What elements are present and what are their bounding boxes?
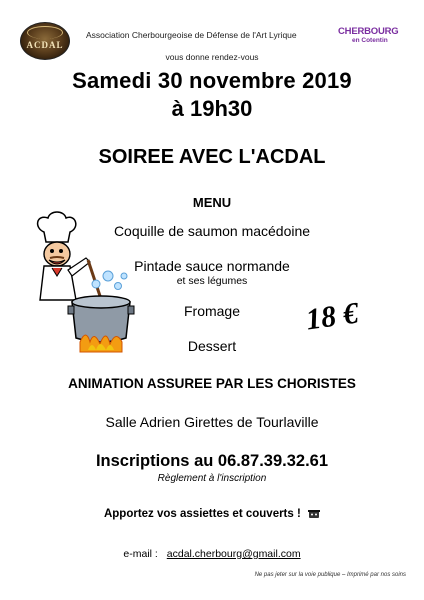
association-name: Association Cherbourgeoise de Défense de l'Art Lyrique	[86, 30, 297, 40]
chef-cooking-illustration	[30, 210, 140, 360]
animation-text: ANIMATION ASSUREE PAR LES CHORISTES	[68, 376, 356, 391]
inscription-phone: Inscriptions au 06.87.39.32.61	[95, 452, 329, 470]
cherbourg-logo	[338, 26, 412, 48]
footer-note: Ne pas jeter sur la voie publique – Imprimé par nos soins	[254, 572, 406, 578]
bring-cutlery-text: Apportez vos assiettes et couverts !	[103, 508, 301, 520]
email-line	[0, 548, 424, 560]
logo-ring	[27, 26, 63, 39]
bring-cutlery-line	[0, 508, 424, 520]
cherbourg-logo-word: CHERBOURG	[338, 26, 399, 37]
rendezvous-text: vous donne rendez-vous	[165, 52, 259, 62]
email-label: e-mail :	[123, 548, 158, 560]
logo-text: ACDAL	[26, 40, 64, 50]
menu-item-starter: Coquille de saumon macédoine	[113, 223, 311, 239]
cherbourg-logo-sub: en Cotentin	[352, 37, 388, 44]
price-tag: 18 €	[303, 296, 361, 337]
menu-item-cheese: Fromage	[183, 303, 241, 319]
menu-item-main: Pintade sauce normande	[134, 258, 290, 274]
email-link[interactable]: acdal.cherbourg@gmail.com	[166, 548, 301, 560]
venue-text: Salle Adrien Girettes de Tourlaville	[105, 414, 319, 430]
menu-item-side: et ses légumes	[176, 275, 248, 287]
menu-heading: MENU	[192, 195, 232, 210]
event-date: Samedi 30 novembre 2019	[72, 68, 352, 93]
event-time: à 19h30	[171, 96, 253, 121]
payment-note: Règlement à l'inscription	[157, 473, 267, 484]
cooking-pot-icon	[308, 508, 320, 519]
menu-item-dessert: Dessert	[187, 338, 237, 354]
event-title: SOIREE AVEC L'ACDAL	[98, 146, 326, 168]
